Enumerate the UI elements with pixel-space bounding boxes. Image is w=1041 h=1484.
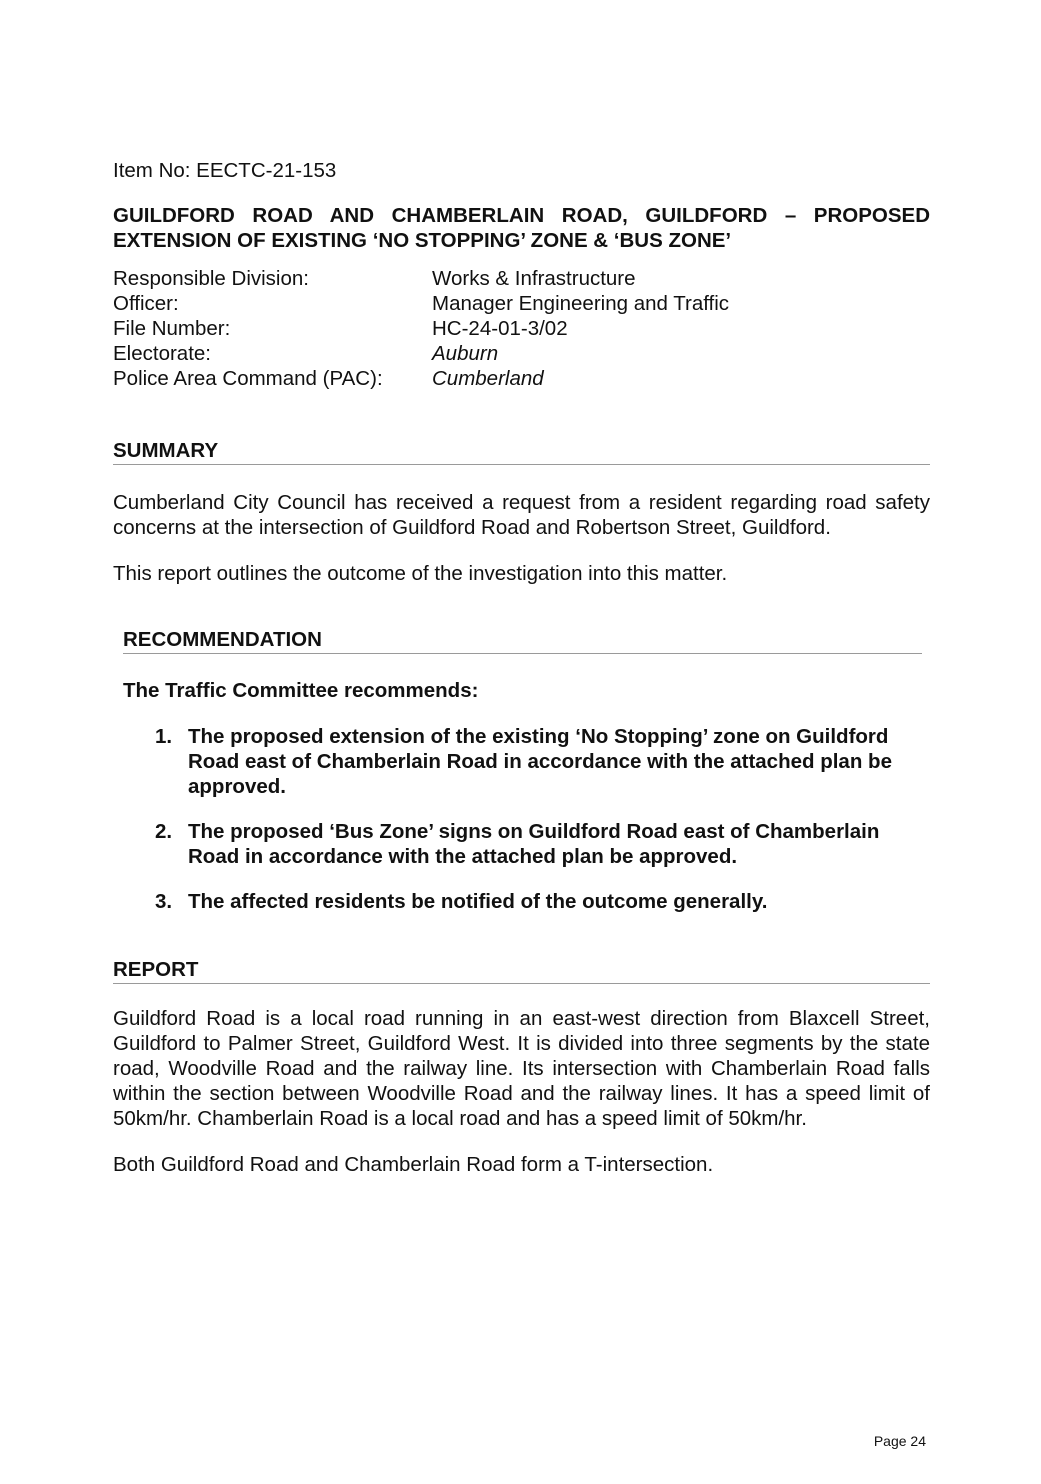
- recommendation-item: [123, 819, 922, 869]
- recommendation-number: 2.: [155, 820, 173, 843]
- meta-value-pac: Cumberland: [432, 367, 544, 390]
- recommendation-text: The affected residents be notified of the outcome generally.: [188, 890, 768, 913]
- recommendation-text: The proposed ‘Bus Zone’ signs on Guildford Road east of Chamberlain Road in accordance with the attached plan be approved.: [188, 820, 880, 868]
- recommendation-number: 3.: [155, 890, 173, 913]
- recommendation-item: [123, 889, 922, 914]
- meta-value-file-number: HC-24-01-3/02: [432, 317, 568, 340]
- meta-label-electorate: Electorate:: [113, 342, 211, 365]
- metadata-table: [113, 266, 930, 391]
- recommendation-section: [123, 627, 922, 914]
- summary-heading: SUMMARY: [113, 438, 930, 465]
- recommendation-item: [123, 724, 922, 799]
- meta-value-electorate: Auburn: [432, 342, 499, 365]
- meta-value-division: Works & Infrastructure: [432, 267, 636, 290]
- report-title: GUILDFORD ROAD AND CHAMBERLAIN ROAD, GUILDFORD – PROPOSED EXTENSION OF EXISTING ‘NO STOPPING’ ZONE & ‘BUS ZONE’: [113, 204, 930, 252]
- recommendation-list: [123, 724, 922, 914]
- recommendation-text: The proposed extension of the existing ‘No Stopping’ zone on Guildford Road east of Chamberlain Road in accordance with the attached plan be approved.: [188, 725, 892, 798]
- report-heading: REPORT: [113, 957, 930, 984]
- meta-label-division: Responsible Division:: [113, 267, 309, 290]
- meta-label-pac: Police Area Command (PAC):: [113, 367, 383, 390]
- recommendation-number: 1.: [155, 725, 173, 748]
- summary-paragraph: This report outlines the outcome of the investigation into this matter.: [113, 562, 728, 585]
- recommendation-heading: RECOMMENDATION: [123, 627, 922, 654]
- meta-value-officer: Manager Engineering and Traffic: [432, 292, 730, 315]
- recommendation-intro: The Traffic Committee recommends:: [123, 679, 479, 702]
- report-paragraph: Both Guildford Road and Chamberlain Road form a T-intersection.: [113, 1153, 714, 1176]
- page-number: Page 24: [873, 1433, 926, 1449]
- item-number: Item No: EECTC-21-153: [113, 159, 337, 182]
- document-page: [113, 158, 930, 1177]
- report-paragraph: Guildford Road is a local road running in an east-west direction from Blaxcell Street, Guildford to Palmer Street, Guildford West. It is divided into three segments by the state road, Woodville Road and the railway line. Its intersection with Chamberlain Road falls within the section between Woodville Road and the railway lines. It has a speed limit of 50km/hr. Chamberlain Road is a local road and has a speed limit of 50km/hr.: [113, 1007, 930, 1130]
- summary-paragraph: Cumberland City Council has received a request from a resident regarding road safety concerns at the intersection of Guildford Road and Robertson Street, Guildford.: [113, 491, 930, 539]
- meta-label-file-number: File Number:: [113, 317, 231, 340]
- meta-label-officer: Officer:: [113, 292, 179, 315]
